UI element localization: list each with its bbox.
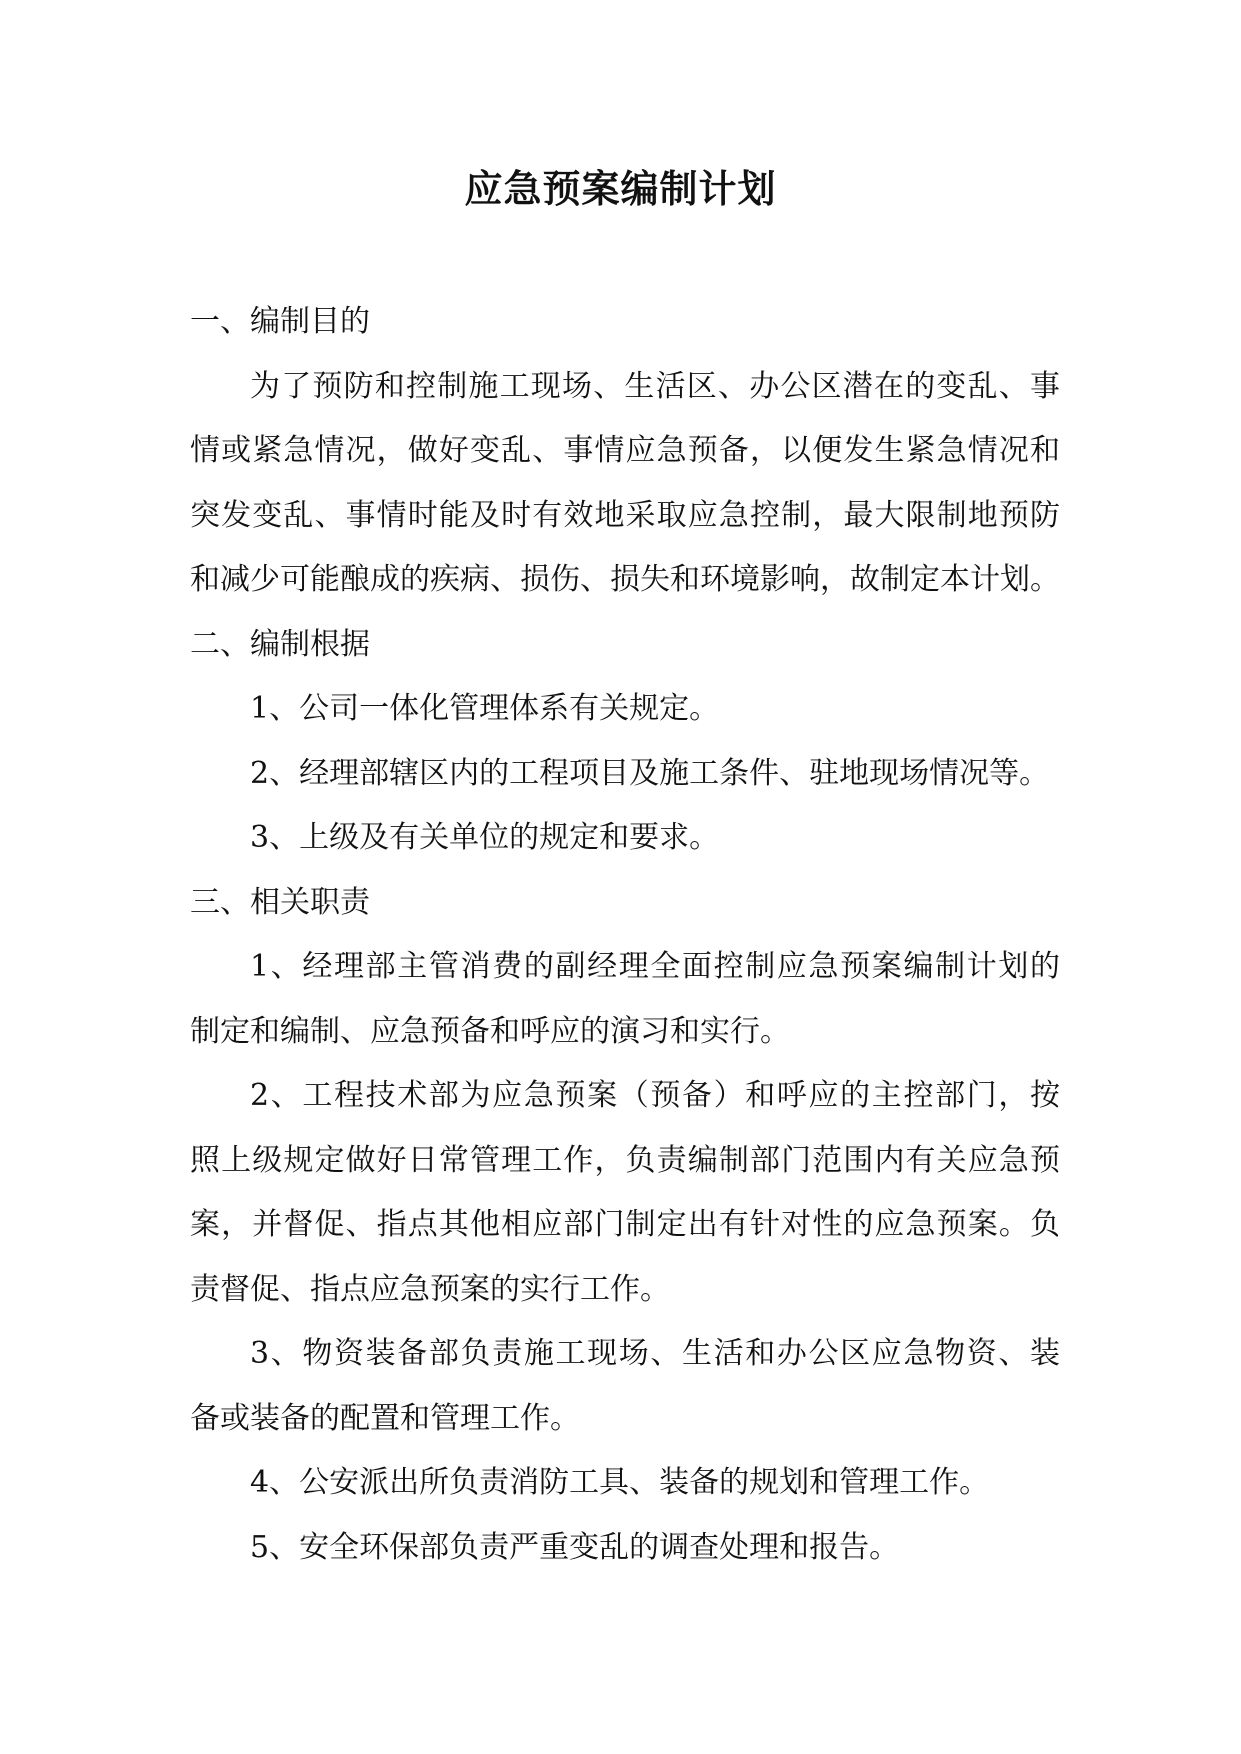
paragraph-line: 2、工程技术部为应急预案（预备）和呼应的主控部门，按 [250, 1078, 1060, 1113]
paragraph-line: 1、经理部主管消费的副经理全面控制应急预案编制计划的 [250, 949, 1060, 984]
document-body [190, 290, 1060, 1580]
list-item: 4、公安派出所负责消防工具、装备的规划和管理工作。 [250, 1465, 990, 1500]
paragraph-line: 为了预防和控制施工现场、生活区、办公区潜在的变乱、事 [250, 368, 1060, 404]
list-item: 1、公司一体化管理体系有关规定。 [250, 691, 720, 726]
list-item: 2、经理部辖区内的工程项目及施工条件、驻地现场情况等。 [250, 755, 1050, 791]
paragraph-line: 照上级规定做好日常管理工作，负责编制部门范围内有关应急预 [190, 1142, 1060, 1178]
paragraph-line: 备或装备的配置和管理工作。 [190, 1400, 580, 1436]
paragraph-line: 案，并督促、指点其他相应部门制定出有针对性的应急预案。负 [190, 1207, 1060, 1242]
document-title: 应急预案编制计划 [464, 166, 777, 211]
section-heading-basis: 二、编制根据 [190, 626, 370, 662]
paragraph-line: 3、物资装备部负责施工现场、生活和办公区应急物资、装 [250, 1336, 1060, 1371]
section-heading-duties: 三、相关职责 [190, 884, 370, 920]
paragraph-line: 和减少可能酿成的疾病、损伤、损失和环境影响，故制定本计划。 [190, 562, 1060, 597]
list-item: 3、上级及有关单位的规定和要求。 [250, 820, 720, 855]
paragraph-line: 制定和编制、应急预备和呼应的演习和实行。 [190, 1013, 790, 1049]
paragraph-line: 突发变乱、事情时能及时有效地采取应急控制，最大限制地预防 [190, 497, 1060, 533]
paragraph-line: 情或紧急情况，做好变乱、事情应急预备，以便发生紧急情况和 [190, 433, 1060, 468]
paragraph-line: 责督促、指点应急预案的实行工作。 [190, 1271, 670, 1307]
section-heading-purpose: 一、编制目的 [190, 304, 370, 339]
list-item: 5、安全环保部负责严重变乱的调查处理和报告。 [250, 1529, 900, 1565]
